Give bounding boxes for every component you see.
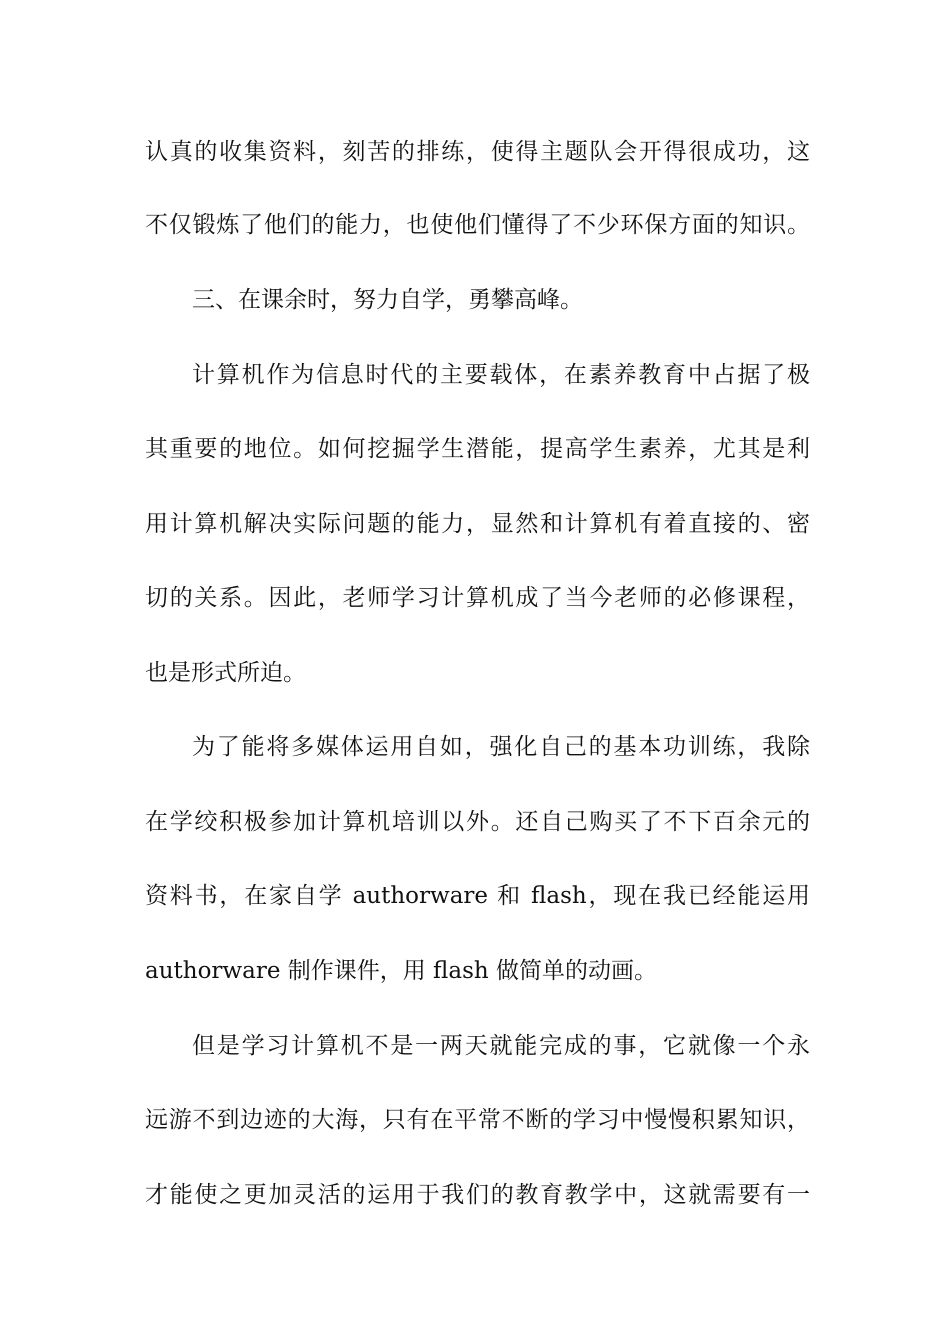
section-heading: 三、在课余时，努力自学，勇攀高峰。	[192, 287, 583, 313]
paragraph-line: 但是学习计算机不是一两天就能完成的事，它就像一个永	[192, 1033, 810, 1059]
paragraph-line: 不仅锻炼了他们的能力，也使他们懂得了不少环保方面的知识。	[145, 212, 810, 238]
paragraph-line: 资料书，在家自学 authorware 和 flash，现在我已经能运用	[145, 883, 810, 909]
paragraph-line: 才能使之更加灵活的运用于我们的教育教学中，这就需要有一	[145, 1182, 810, 1208]
paragraph-line: 认真的收集资料，刻苦的排练，使得主题队会开得很成功，这	[145, 139, 810, 165]
paragraph-line: 在学绞积极参加计算机培训以外。还自己购买了不下百余元的	[145, 809, 810, 835]
paragraph-line: 为了能将多媒体运用自如，强化自己的基本功训练，我除	[192, 734, 810, 760]
paragraph-line: 其重要的地位。如何挖掘学生潜能，提高学生素养，尤其是利	[145, 436, 810, 462]
paragraph-line: authorware 制作课件，用 flash 做简单的动画。	[145, 958, 658, 984]
paragraph-line: 远游不到边迹的大海，只有在平常不断的学习中慢慢积累知识，	[145, 1107, 810, 1133]
paragraph-line: 也是形式所迫。	[145, 660, 306, 686]
paragraph-line: 用计算机解决实际问题的能力，显然和计算机有着直接的、密	[145, 511, 810, 537]
paragraph-line: 计算机作为信息时代的主要载体，在素养教育中占据了极	[192, 362, 810, 388]
paragraph-line: 切的关系。因此，老师学习计算机成了当今老师的必修课程，	[145, 585, 810, 611]
